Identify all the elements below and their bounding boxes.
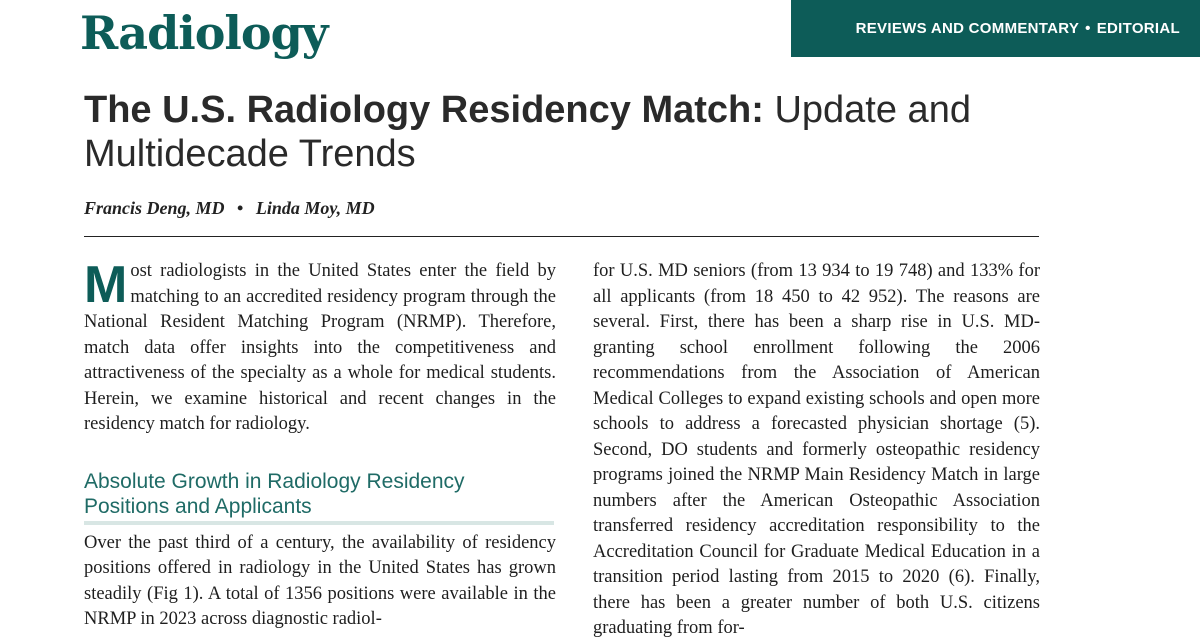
article-type-label: EDITORIAL	[1096, 20, 1180, 37]
article-title-bold: The U.S. Radiology Residency Match:	[84, 89, 764, 131]
intro-paragraph	[84, 256, 556, 438]
author-name: Linda Moy, MD	[255, 198, 375, 218]
journal-logo: Radiology	[80, 6, 328, 60]
author-list	[84, 198, 375, 219]
body-column-left	[84, 256, 556, 633]
right-column-paragraph: for U.S. MD seniors (from 13 934 to 19 748) and 133% for all applicants (from 18 450 to 42 952). The reasons are several. First, there has been a sharp rise in U.S. MD-granting school enrollment following the 2006 recommendations from the Association of American Medical Colleges to expand existing schools and open more schools to address a forecasted physician shortage (5). Second, DO students and formerly osteopathic residency programs joined the NRMP Main Residency Match in large numbers after the American Osteopathic Association transferred residency accreditation responsibility to the Accreditation Council for Graduate Medical Education in a transition period lasting from 2015 to 2020 (6). Finally, there has been a greater number of both U.S. citizens graduating from for-	[593, 261, 1040, 638]
author-separator: •	[237, 198, 244, 218]
author-name: Francis Deng, MD	[84, 198, 225, 218]
category-label: REVIEWS AND COMMENTARY	[855, 20, 1080, 37]
header-divider	[84, 236, 1039, 237]
drop-cap: M	[84, 256, 128, 314]
section-paragraph: Over the past third of a century, the availability of residency positions offered in radiology in the United States has grown steadily (Fig 1). A total of 1356 positions were available in the NRMP in 2023 across diagnostic radiol-	[84, 532, 556, 629]
article-title-rest: Update and Multidecade Trends	[84, 89, 971, 175]
section-heading: Absolute Growth in Radiology Residency Positions and Applicants	[84, 469, 554, 525]
body-column-right	[593, 259, 1040, 642]
article-title	[84, 88, 1134, 176]
category-separator: •	[1085, 20, 1091, 37]
intro-text: ost radiologists in the United States enter the field by matching to an accredited residency program through the National Resident Matching Program (NRMP). Therefore, match data offer insights into the competitiveness and attractiveness of the specialty as a whole for medical students. Herein, we examine historical and recent changes in the residency match for radiology.	[84, 261, 556, 434]
article-category-banner	[791, 0, 1200, 57]
